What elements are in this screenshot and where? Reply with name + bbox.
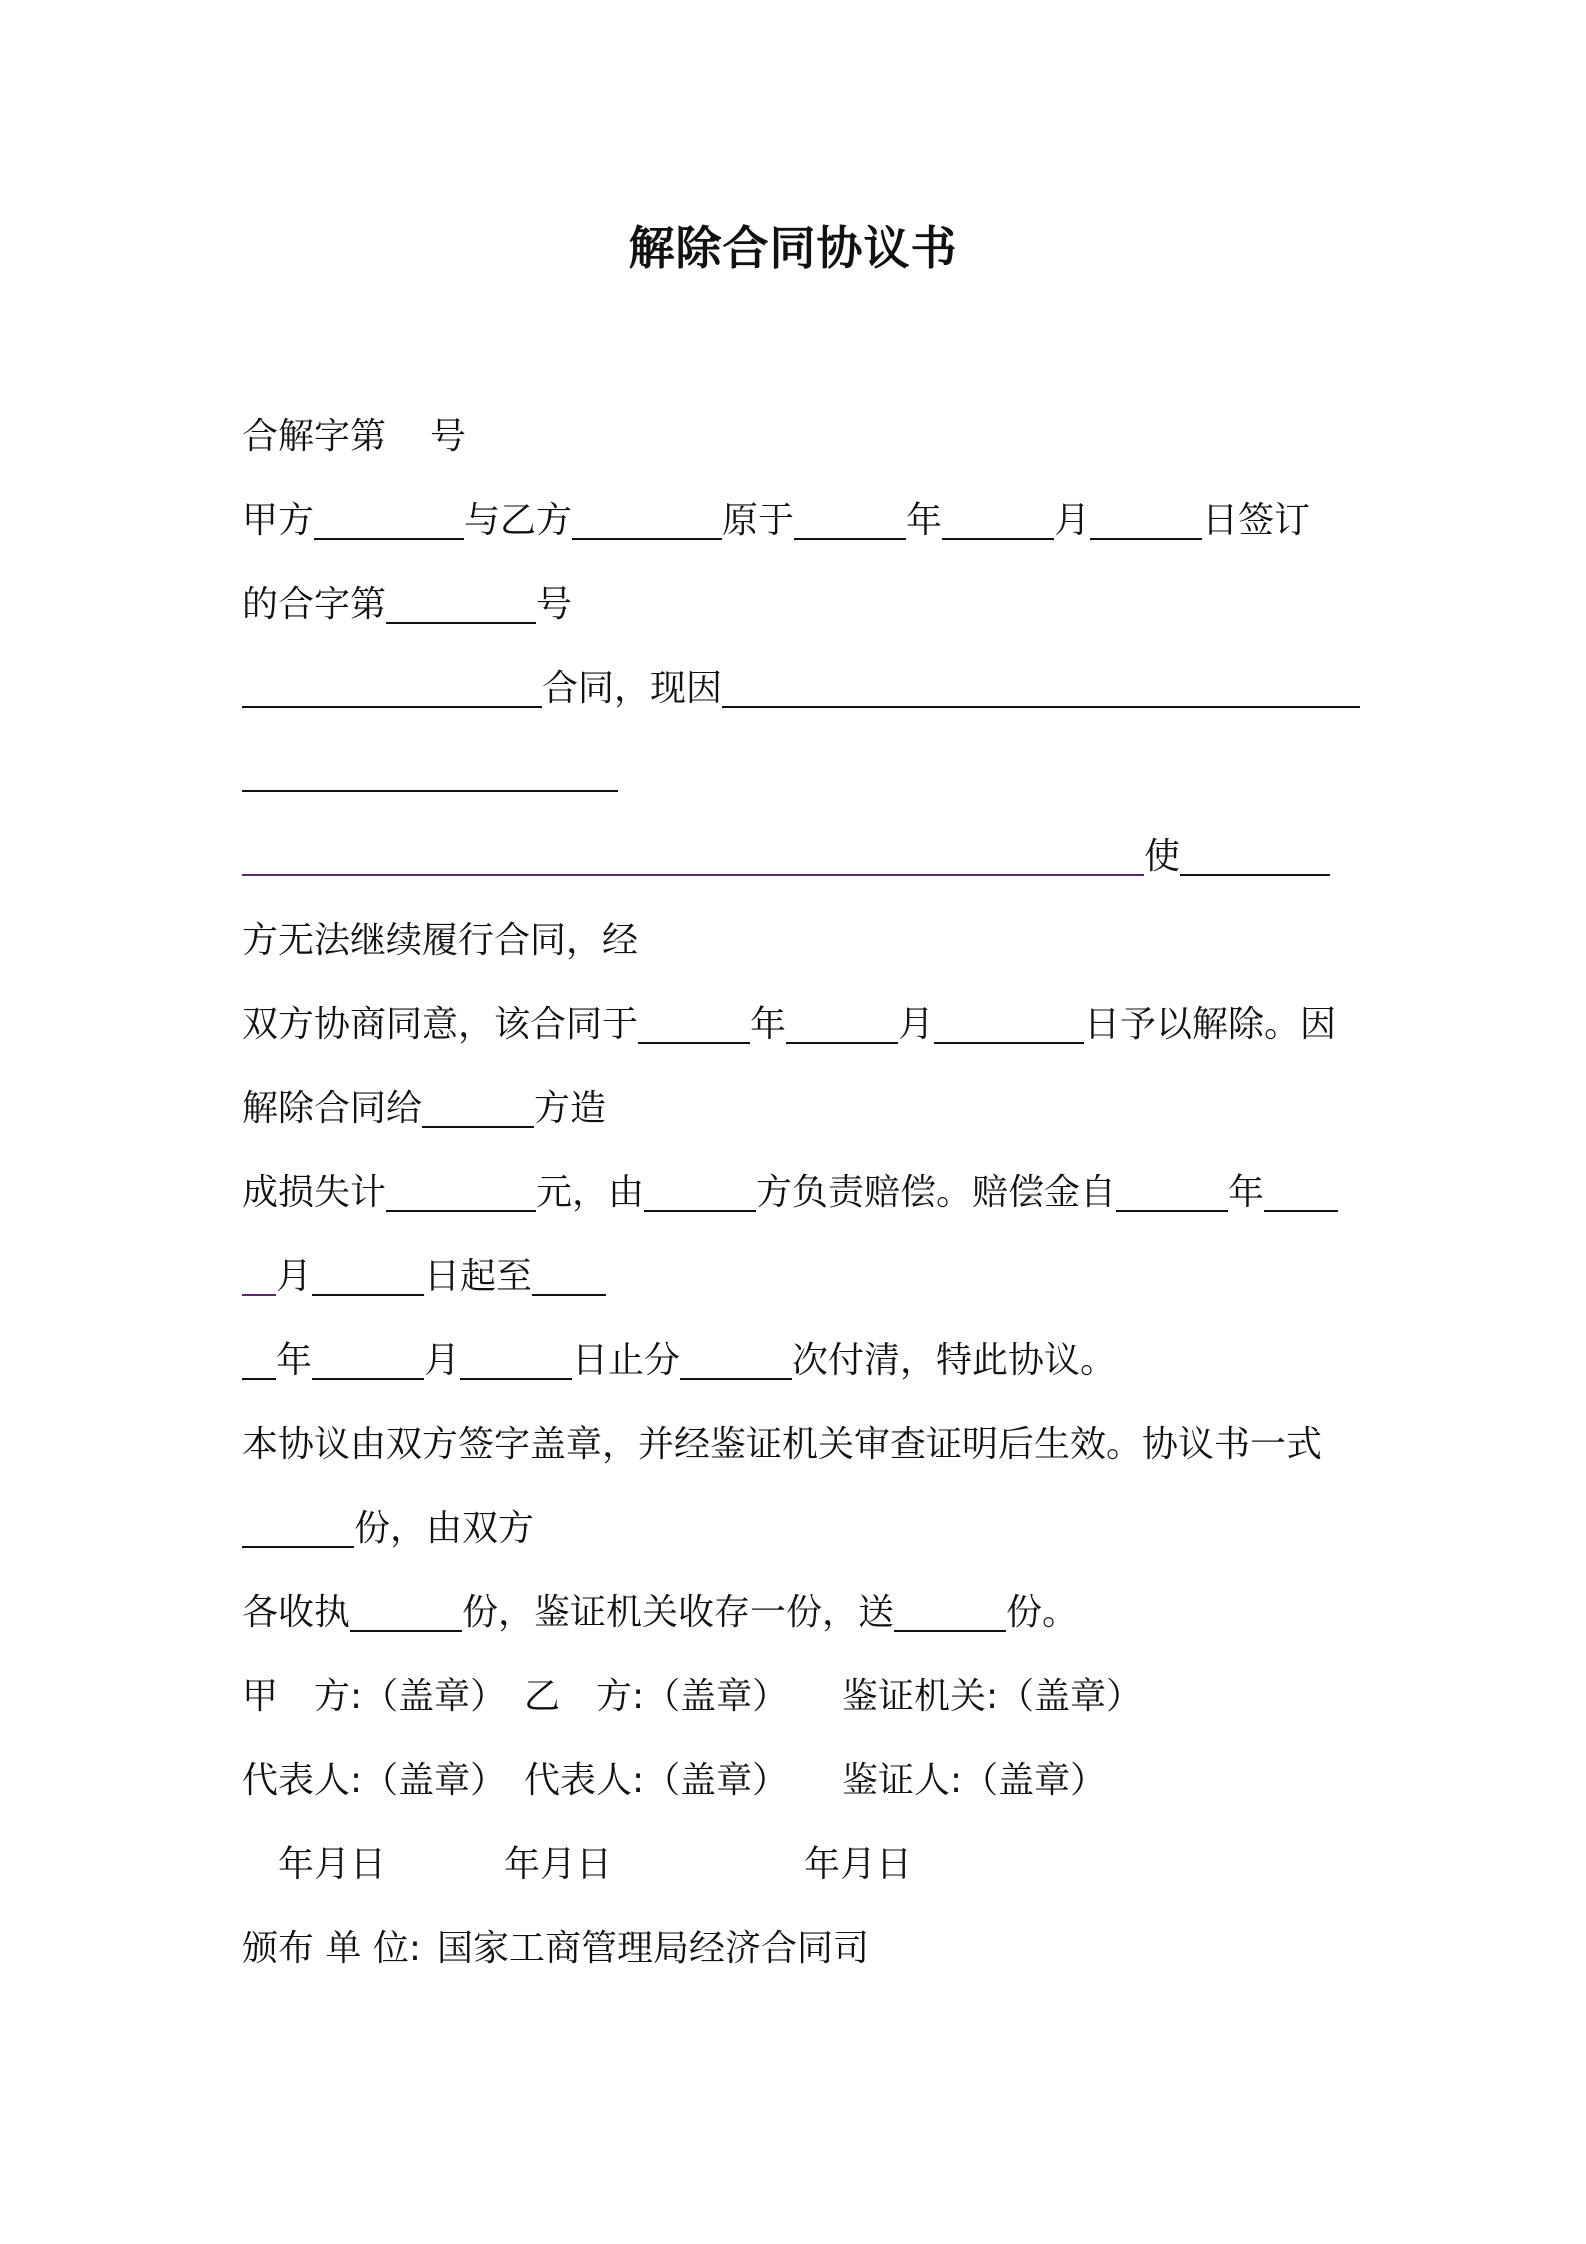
- yuan-by-label: 元，由: [536, 1172, 645, 1213]
- year-label: 年: [906, 500, 943, 541]
- contract-reason-line: [242, 664, 1360, 714]
- compensation-start-month-label: 月: [276, 1256, 313, 1297]
- each-holds-label: 各收执: [242, 1592, 351, 1633]
- authority-copy-label: 份，鉴证机关收存一份，送: [462, 1592, 895, 1633]
- reason-continuation-line: [242, 748, 618, 798]
- compensation-start-day-label: 日起至: [424, 1256, 533, 1297]
- issuer-label: 颁布 单 位:: [242, 1928, 422, 1969]
- contract-number-line: [242, 580, 572, 630]
- contract-number-prefix: 的合字第: [242, 584, 387, 625]
- installments-suffix: 次付清，特此协议。: [792, 1340, 1117, 1381]
- compensation-end-month-label: 月: [424, 1340, 461, 1381]
- document-title: 解除合同协议书: [628, 221, 958, 275]
- party-b-representative-seal: 代表人:（盖章）: [524, 1760, 789, 1801]
- installments-label: 日止分: [572, 1340, 681, 1381]
- compensation-start-year-blank[interactable]: [1116, 1172, 1228, 1212]
- compensation-line: [242, 1168, 1338, 1218]
- party-a-blank[interactable]: [314, 500, 464, 540]
- compensation-start-month-blank[interactable]: [1264, 1172, 1338, 1212]
- contract-number-blank[interactable]: [386, 584, 536, 624]
- originally-label: 原于: [722, 500, 795, 541]
- party-a-representative-seal: 代表人:（盖章）: [242, 1760, 507, 1801]
- parties-line: [242, 496, 1310, 546]
- unable-to-perform-text: 方无法继续履行合同，经: [242, 920, 639, 961]
- sign-day-blank[interactable]: [1090, 500, 1202, 540]
- liable-party-blank[interactable]: [644, 1172, 756, 1212]
- termination-month-blank[interactable]: [786, 1004, 898, 1044]
- loss-amount-blank[interactable]: [386, 1172, 536, 1212]
- ref-prefix: 合解字第: [242, 416, 387, 457]
- party-b-date: 年月日: [504, 1844, 613, 1885]
- compensation-end-month-blank[interactable]: [312, 1340, 424, 1380]
- day-signed-label: 日签订: [1202, 500, 1311, 541]
- compensation-end-line: [242, 1336, 1116, 1386]
- party-b-seal: 乙 方:（盖章）: [524, 1676, 789, 1717]
- representative-seal-line: [242, 1756, 1106, 1806]
- party-a-label: 甲方: [242, 500, 315, 541]
- signature-dates-line: [278, 1840, 912, 1890]
- termination-day-label: 日予以解除。因: [1084, 1004, 1337, 1045]
- reason-continuation-blank[interactable]: [242, 752, 618, 792]
- termination-month-label: 月: [898, 1004, 935, 1045]
- affected-party-blank[interactable]: [1180, 836, 1330, 876]
- sign-month-blank[interactable]: [942, 500, 1054, 540]
- effectiveness-text: 本协议由双方签字盖章，并经鉴证机关审查证明后生效。协议书一式: [242, 1424, 1323, 1465]
- compensation-start-year-label: 年: [1228, 1172, 1265, 1213]
- issuer-value: 国家工商管理局经济合同司: [437, 1928, 870, 1969]
- loss-amount-label: 成损失计: [242, 1172, 387, 1213]
- contract-name-blank[interactable]: [242, 668, 542, 708]
- party-a-date: 年月日: [278, 1844, 387, 1885]
- compensation-end-day-blank[interactable]: [460, 1340, 572, 1380]
- send-copies-blank[interactable]: [894, 1592, 1006, 1632]
- installments-blank[interactable]: [680, 1340, 792, 1380]
- compensation-start-day-blank[interactable]: [312, 1256, 424, 1296]
- termination-year-label: 年: [750, 1004, 787, 1045]
- party-seal-line: [242, 1672, 1142, 1722]
- send-copies-suffix: 份。: [1006, 1592, 1079, 1633]
- loss-party-line: [242, 1084, 606, 1134]
- party-b-blank[interactable]: [572, 500, 722, 540]
- mutual-agreement-text: 双方协商同意，该合同于: [242, 1004, 639, 1045]
- termination-date-line: [242, 1000, 1336, 1050]
- reference-number-line: [242, 412, 466, 462]
- copies-label: 份，由双方: [354, 1508, 535, 1549]
- issuer-line: [242, 1924, 869, 1974]
- copies-blank[interactable]: [242, 1508, 354, 1548]
- compensation-end-year-continued-blank[interactable]: [242, 1340, 276, 1380]
- loss-party-blank[interactable]: [422, 1088, 534, 1128]
- reason-blank[interactable]: [722, 668, 1360, 708]
- cause-blank[interactable]: [242, 836, 1144, 876]
- compensation-start-month-continued-blank[interactable]: [242, 1256, 276, 1296]
- cause-line: [242, 832, 1330, 882]
- authenticator-seal: 鉴证人:（盖章）: [842, 1760, 1107, 1801]
- party-b-label: 与乙方: [464, 500, 573, 541]
- unable-to-perform-line: [242, 916, 638, 966]
- termination-day-blank[interactable]: [934, 1004, 1084, 1044]
- compensation-end-year-blank[interactable]: [532, 1256, 606, 1296]
- each-holds-blank[interactable]: [350, 1592, 462, 1632]
- month-label: 月: [1054, 500, 1091, 541]
- sign-year-blank[interactable]: [794, 500, 906, 540]
- contract-reason-label: 合同，现因: [542, 668, 723, 709]
- cause-label: 使: [1144, 836, 1181, 877]
- loss-party-suffix: 方造: [534, 1088, 607, 1129]
- copies-distribution-line: [242, 1588, 1078, 1638]
- contract-number-suffix: 号: [536, 584, 573, 625]
- loss-party-label: 解除合同给: [242, 1088, 423, 1129]
- termination-year-blank[interactable]: [638, 1004, 750, 1044]
- compensation-start-line: [242, 1252, 606, 1302]
- authority-date: 年月日: [804, 1844, 913, 1885]
- party-a-seal: 甲 方:（盖章）: [242, 1676, 507, 1717]
- copies-line: [242, 1504, 534, 1554]
- compensation-from-label: 方负责赔偿。赔偿金自: [756, 1172, 1117, 1213]
- effectiveness-line: [242, 1420, 1322, 1470]
- compensation-end-year-label: 年: [276, 1340, 313, 1381]
- ref-suffix: 号: [430, 416, 467, 457]
- authority-seal: 鉴证机关:（盖章）: [842, 1676, 1143, 1717]
